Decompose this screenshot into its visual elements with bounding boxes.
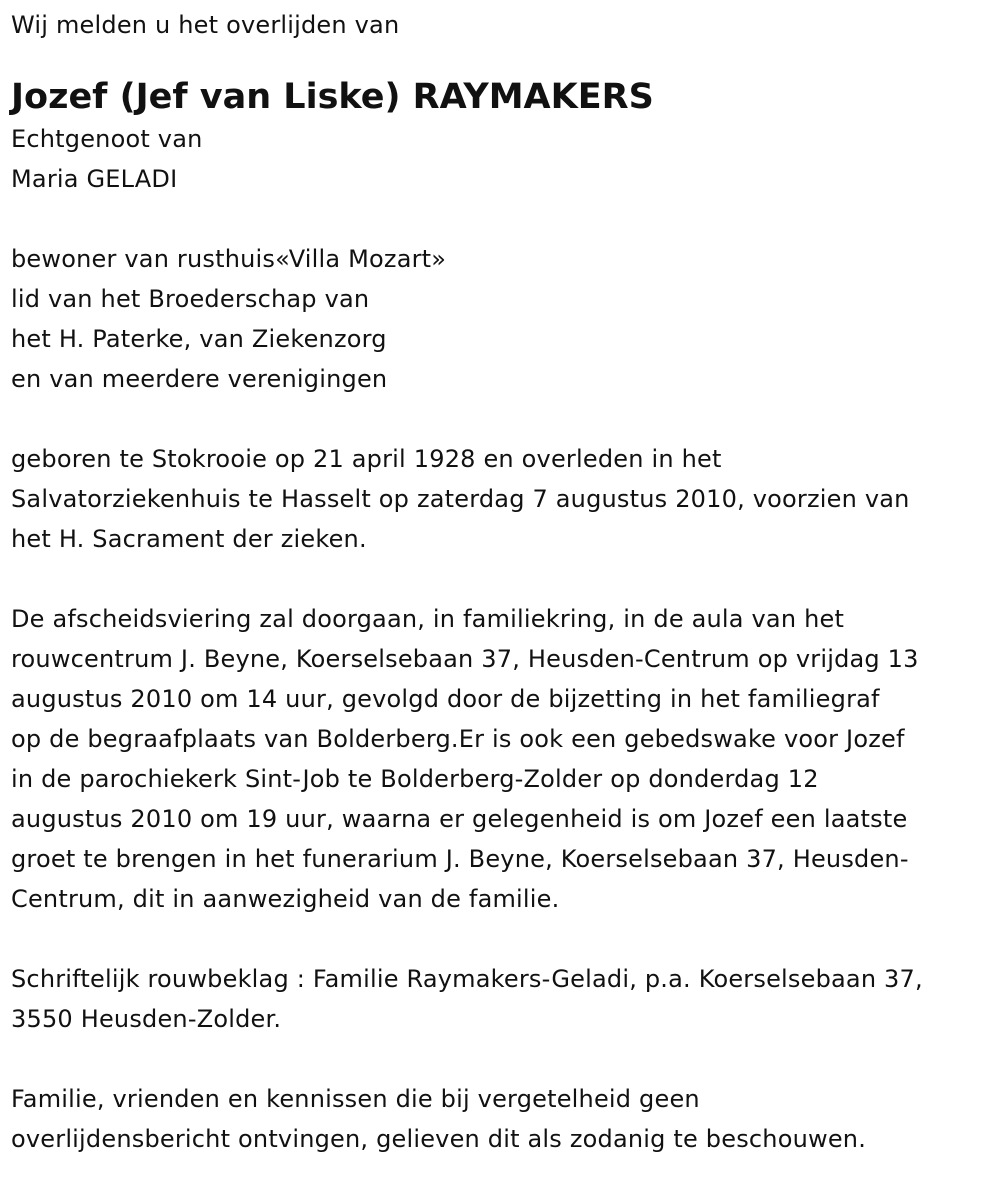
affiliation-line: en van meerdere verenigingen xyxy=(11,365,388,393)
affiliation-line: bewoner van rusthuis«Villa Mozart» xyxy=(11,245,447,273)
paragraph-line: Schriftelijk rouwbeklag : Familie Raymakers-Geladi, p.a. Koerselsebaan 37, xyxy=(11,965,923,993)
closing-paragraph xyxy=(11,1079,1000,1159)
paragraph-line: Centrum, dit in aanwezigheid van de familie. xyxy=(11,885,560,913)
paragraph-line: geboren te Stokrooie op 21 april 1928 en overleden in het xyxy=(11,445,722,473)
spouse-block xyxy=(11,119,1000,199)
paragraph-line: augustus 2010 om 19 uur, waarna er gelegenheid is om Jozef een laatste xyxy=(11,805,908,833)
spouse-name: Maria GELADI xyxy=(11,165,178,193)
condolences-paragraph xyxy=(11,959,1000,1039)
paragraph-line: in de parochiekerk Sint-Job te Bolderberg-Zolder op donderdag 12 xyxy=(11,765,819,793)
paragraph-line: rouwcentrum J. Beyne, Koerselsebaan 37, Heusden-Centrum op vrijdag 13 xyxy=(11,645,919,673)
deceased-name: Jozef (Jef van Liske) RAYMAKERS xyxy=(11,77,654,117)
affiliation-line: het H. Paterke, van Ziekenzorg xyxy=(11,325,387,353)
paragraph-line: het H. Sacrament der zieken. xyxy=(11,525,367,553)
ceremony-paragraph xyxy=(11,599,1000,919)
paragraph-line: groet te brengen in het funerarium J. Beyne, Koerselsebaan 37, Heusden- xyxy=(11,845,909,873)
paragraph-line: augustus 2010 om 14 uur, gevolgd door de bijzetting in het familiegraf xyxy=(11,685,880,713)
paragraph-line: Salvatorziekenhuis te Hasselt op zaterdag 7 augustus 2010, voorzien van xyxy=(11,485,910,513)
intro-text: Wij melden u het overlijden van xyxy=(11,11,400,39)
paragraph-line: 3550 Heusden-Zolder. xyxy=(11,1005,282,1033)
affiliation-line: lid van het Broederschap van xyxy=(11,285,370,313)
birth-death-paragraph xyxy=(11,439,1000,559)
paragraph-line: Familie, vrienden en kennissen die bij vergetelheid geen xyxy=(11,1085,700,1113)
affiliations-block xyxy=(11,239,1000,399)
paragraph-line: De afscheidsviering zal doorgaan, in familiekring, in de aula van het xyxy=(11,605,845,633)
paragraph-line: overlijdensbericht ontvingen, gelieven dit als zodanig te beschouwen. xyxy=(11,1125,867,1153)
spouse-label: Echtgenoot van xyxy=(11,125,203,153)
paragraph-line: op de begraafplaats van Bolderberg.Er is ook een gebedswake voor Jozef xyxy=(11,725,905,753)
